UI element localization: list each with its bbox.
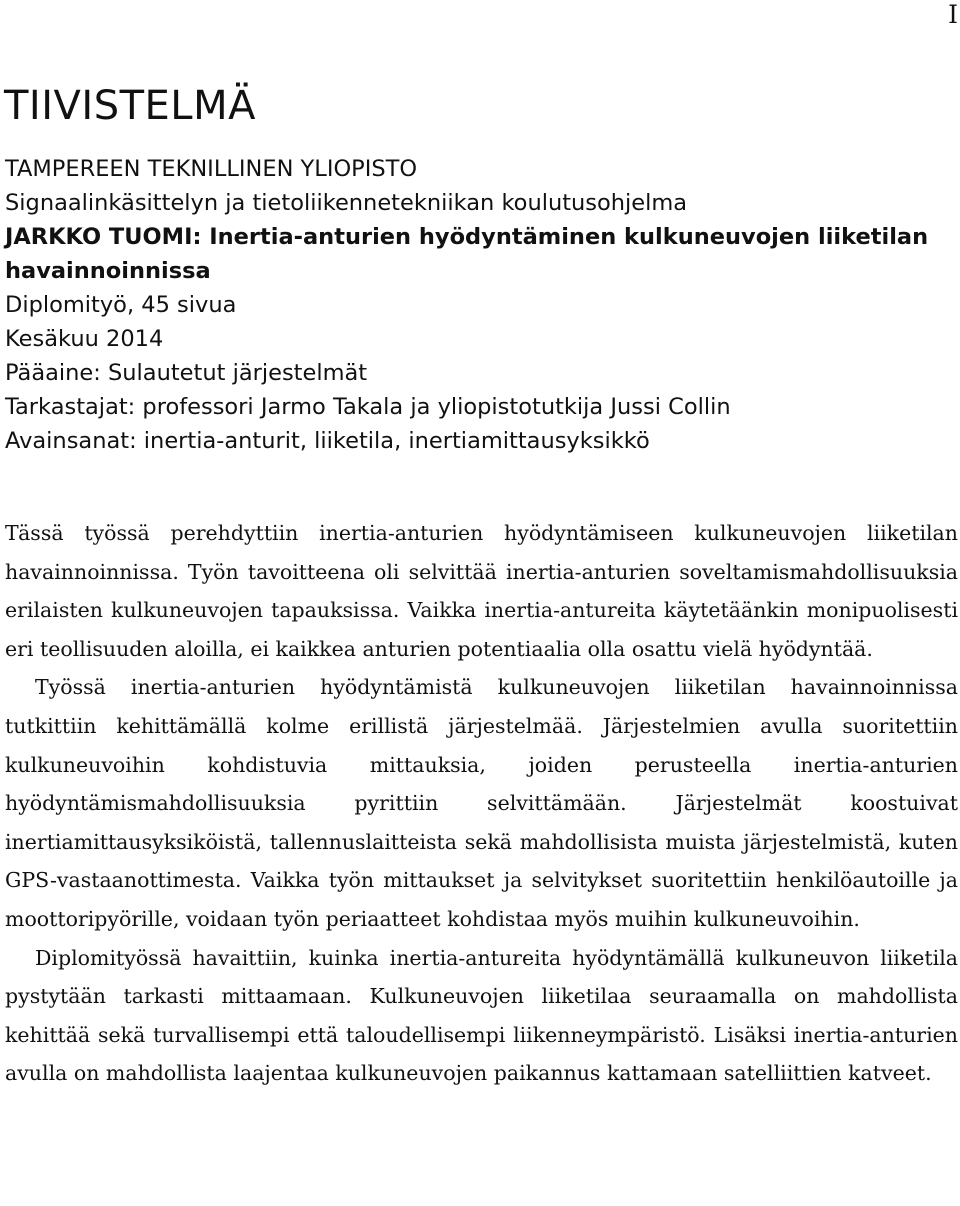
major-subject: Pääaine: Sulautetut järjestelmät — [5, 360, 368, 386]
thesis-date: Kesäkuu 2014 — [5, 326, 164, 352]
keywords: Avainsanat: inertia-anturit, liiketila, inertiamittausyksikkö — [5, 428, 650, 454]
abstract-paragraph: Tässä työssä perehdyttiin inertia-anturien hyödyntämiseen kulkuneuvojen liiketilan havainnoinnissa. Työn tavoitteena oli selvittää inertia-anturien soveltamismahdollisuuksia erilaisten kulkuneuvojen tapauksissa. Vaikka inertia-antureita käytetäänkin monipuolisesti eri teollisuuden aloilla, ei kaikkea anturien potentiaalia olla osattu vielä hyödyntää. — [5, 521, 958, 661]
author-and-thesis-title: JARKKO TUOMI: Inertia-anturien hyödyntäminen kulkuneuvojen liiketilan havainnoinnissa — [5, 224, 929, 284]
thesis-info: Diplomityö, 45 sivua — [5, 292, 237, 318]
abstract-body — [5, 514, 958, 1093]
degree-programme: Signaalinkäsittelyn ja tietoliikennetekniikan koulutusohjelma — [5, 190, 688, 216]
examiners: Tarkastajat: professori Jarmo Takala ja yliopistotutkija Jussi Collin — [5, 394, 731, 420]
page-title: TIIVISTELMÄ — [4, 83, 256, 129]
university-name: TAMPEREEN TEKNILLINEN YLIOPISTO — [5, 156, 418, 182]
abstract-paragraph: Työssä inertia-anturien hyödyntämistä kulkuneuvojen liiketilan havainnoinnissa tutkittiin kehittämällä kolme erillistä järjestelmää. Järjestelmien avulla suoritettiin kulkuneuvoihin kohdistuvia mittauksia, joiden perusteella inertia-anturien hyödyntämismahdollisuuksia pyrittiin selvittämään. Järjestelmät koostuivat inertiamittausyksiköistä, tallennuslaitteista sekä mahdollisista muista järjestelmistä, kuten GPS-vastaanottimesta. Vaikka työn mittaukset ja selvitykset suoritettiin henkilöautoille ja moottoripyörille, voidaan työn periaatteet kohdistaa myös muihin kulkuneuvoihin. — [5, 675, 958, 931]
page-number: I — [948, 0, 958, 29]
abstract-paragraph: Diplomityössä havaittiin, kuinka inertia-antureita hyödyntämällä kulkuneuvon liiketila pystytään tarkasti mittaamaan. Kulkuneuvojen liiketilaa seuraamalla on mahdollista kehittää sekä turvallisempi että taloudellisempi liikenneympäristö. Lisäksi inertia-anturien avulla on mahdollista laajentaa kulkuneuvojen paikannus kattamaan satelliittien katveet. — [5, 945, 958, 1086]
thesis-metadata — [5, 152, 960, 458]
